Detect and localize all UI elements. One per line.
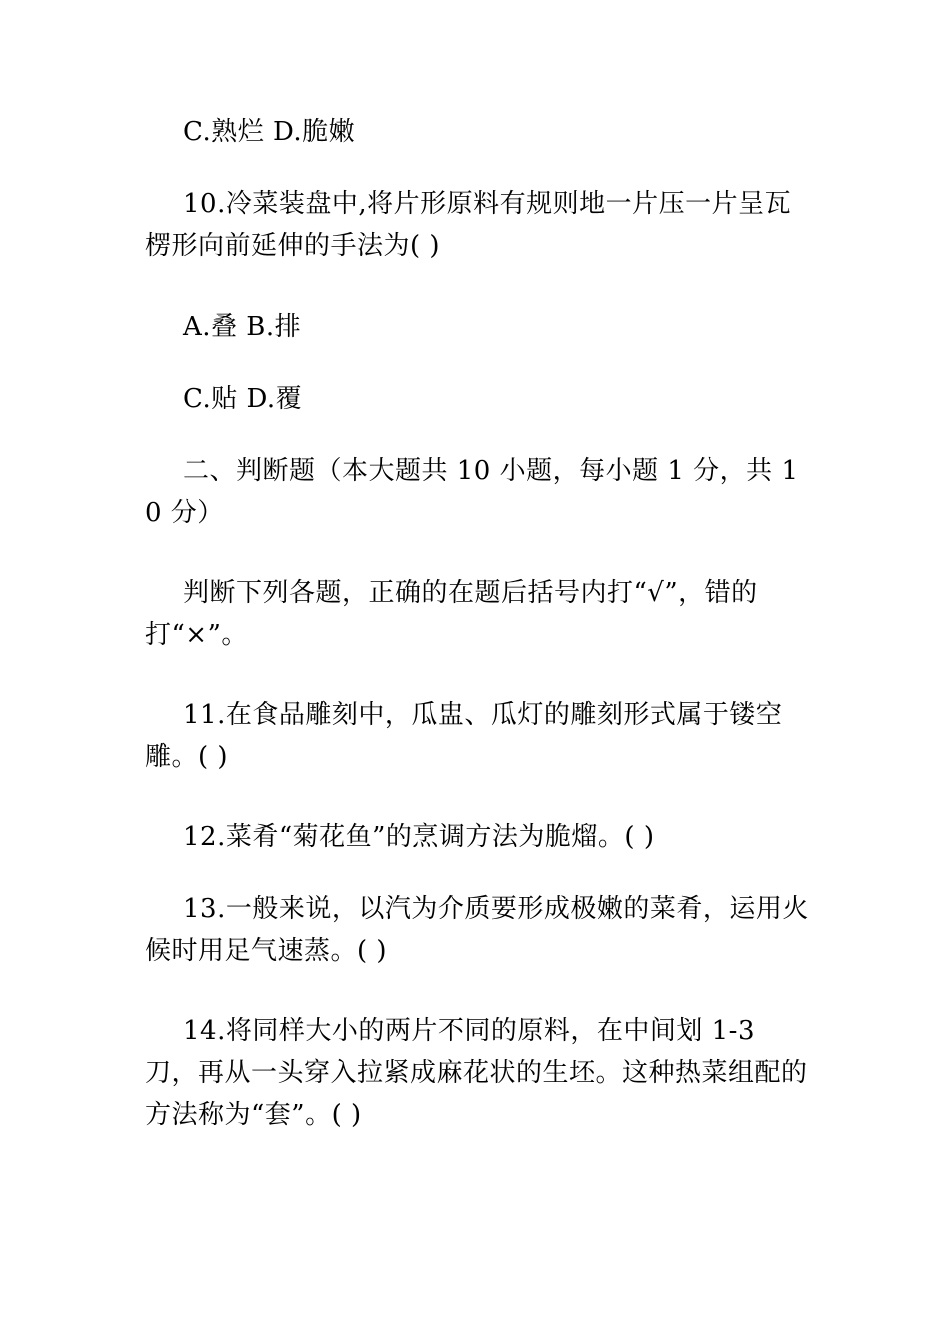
question-14: 14.将同样大小的两片不同的原料，在中间划 1-3 刀，再从一头穿入拉紧成麻花状的生坯。这种热菜组配的方法称为“套”。( ) [145, 1016, 808, 1130]
q10-stem: 10.冷菜装盘中,将片形原料有规则地一片压一片呈瓦楞形向前延伸的手法为( ) [145, 189, 792, 261]
q10-options-ab: A.叠 B.排 [183, 312, 302, 342]
question-11: 11.在食品雕刻中，瓜盅、瓜灯的雕刻形式属于镂空雕。( ) [145, 700, 783, 772]
question-13: 13.一般来说，以汽为介质要形成极嫩的菜肴，运用火候时用足气速蒸。( ) [145, 894, 809, 966]
section2-heading: 二、判断题（本大题共 10 小题，每小题 1 分，共 10 分） [145, 456, 799, 528]
q10-options-cd: C.贴 D.覆 [183, 384, 303, 414]
question-12: 12.菜肴“菊花鱼”的烹调方法为脆熘。( ) [183, 822, 655, 852]
q9-options-cd: C.熟烂 D.脆嫩 [183, 117, 356, 147]
section2-instruction: 判断下列各题，正确的在题后括号内打“√”，错的打“×”。 [145, 578, 758, 650]
